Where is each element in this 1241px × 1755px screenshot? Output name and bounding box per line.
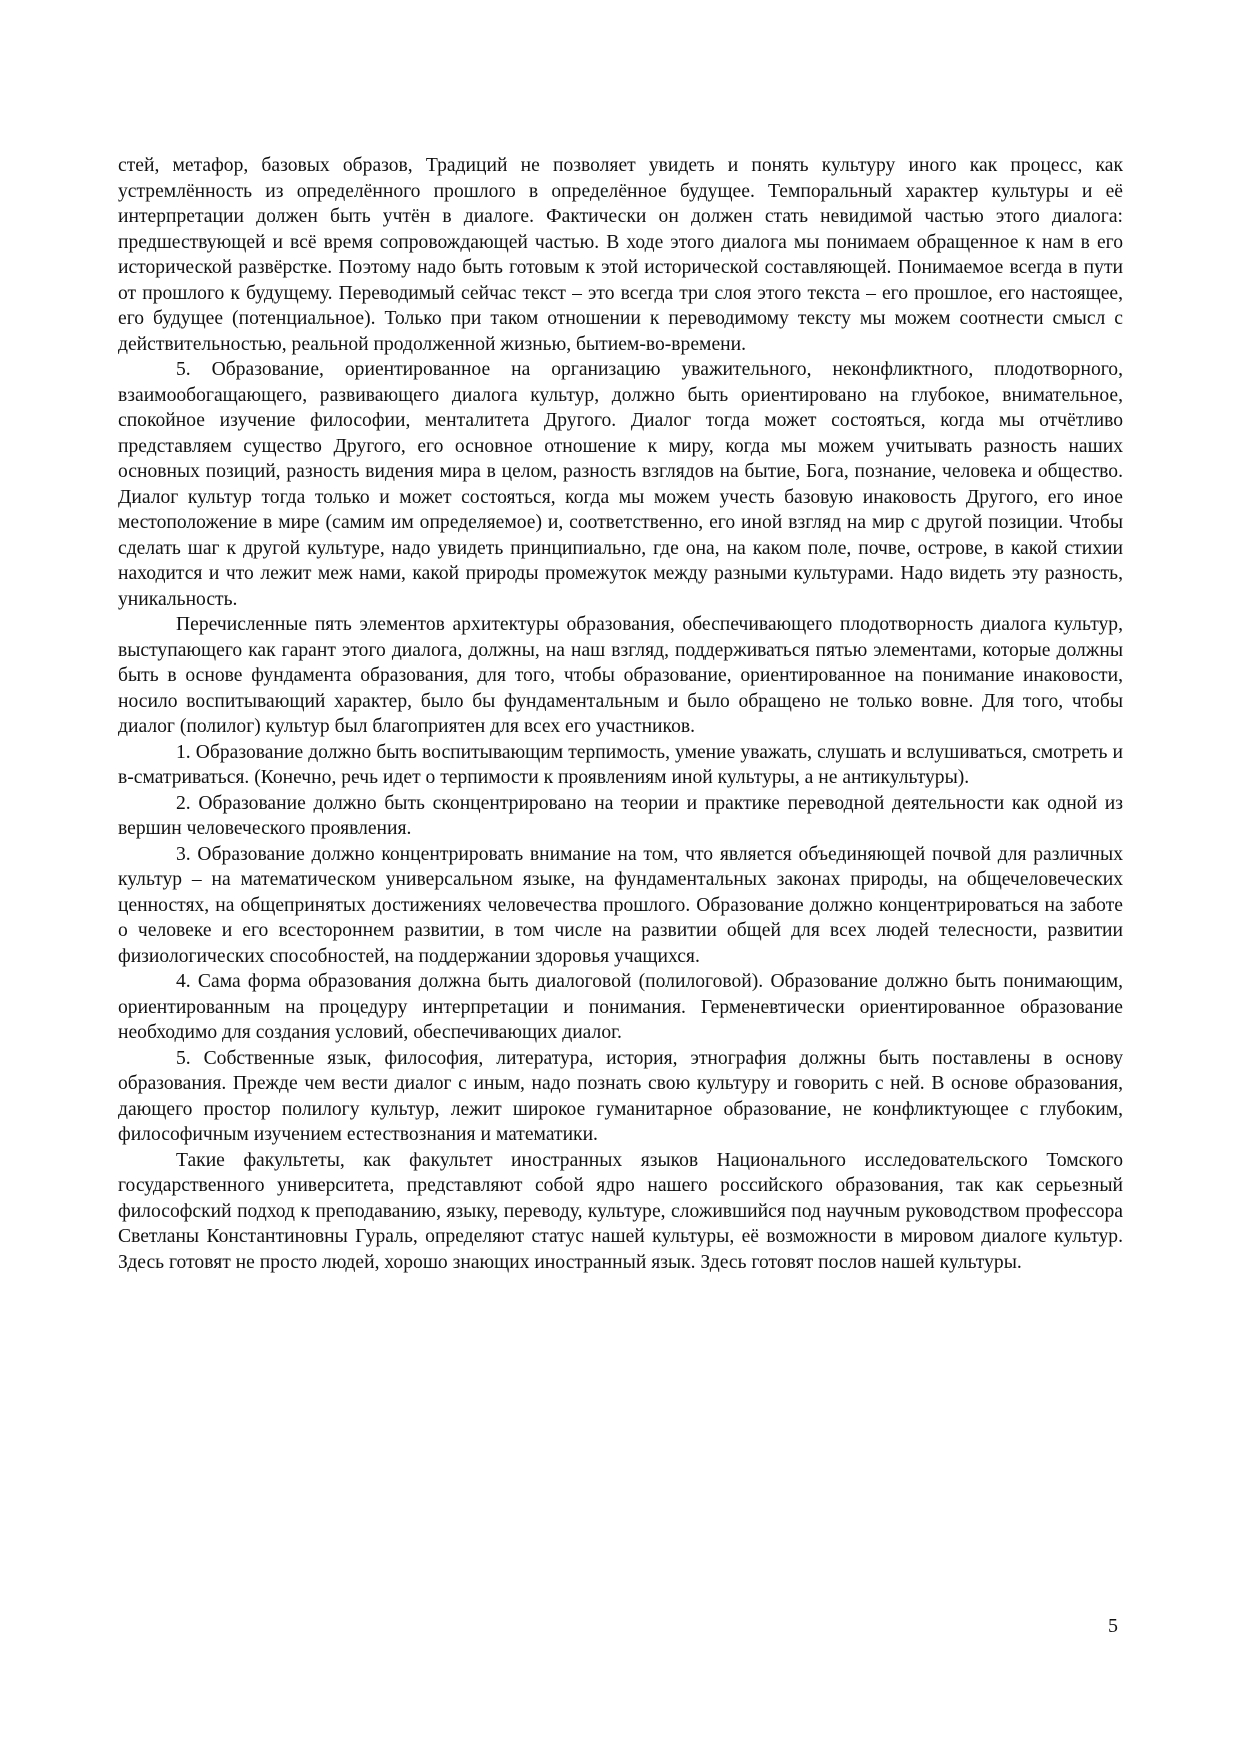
paragraph-9: Такие факультеты, как факультет иностранных языков Национального исследовательского Томского государственного университета, представляют собой ядро нашего российского образования, так как серьезный философский подход к преподаванию, языку, переводу, культуре, сложившийся под научным руководством профессора Светланы Константиновны Гураль, определяют статус нашей культуры, её возможности в мировом диалоге культур. Здесь готовят не просто людей, хорошо знающих иностранный язык. Здесь готовят послов нашей культуры.	[118, 1149, 1123, 1273]
paragraph-4: 1. Образование должно быть воспитывающим терпимость, умение уважать, слушать и вслушиваться, смотреть и в-сматриваться. (Конечно, речь идет о терпимости к проявлениям иной культуры, а не антикультуры).	[118, 741, 1123, 788]
paragraph-8: 5. Собственные язык, философия, литература, история, этнография должны быть поставлены в основу образования. Прежде чем вести диалог с иным, надо познать свою культуру и говорить с ней. В основе образования, дающего простор полилогу культур, лежит широкое гуманитарное образование, не конфликтующее с глубоким, философичным изучением естествознания и математики.	[118, 1047, 1123, 1145]
body-text	[118, 153, 1123, 1275]
paragraph-3: Перечисленные пять элементов архитектуры образования, обеспечивающего плодотворность диалога культур, выступающего как гарант этого диалога, должны, на наш взгляд, поддерживаться пятью элементами, которые должны быть в основе фундамента образования, для того, чтобы образование, ориентированное на понимание инаковости, носило воспитывающий характер, было бы фундаментальным и было обращено не только вовне. Для того, чтобы диалог (полилог) культур был благоприятен для всех его участников.	[118, 614, 1123, 737]
paragraph-6: 3. Образование должно концентрировать внимание на том, что является объединяющей почвой для различных культур – на математическом универсальном языке, на фундаментальных законах природы, на общечеловеческих ценностях, на общепринятых достижениях человечества прошлого. Образование должно концентрироваться на заботе о человеке и его всестороннем развитии, в том числе на развитии общей для всех людей телесности, развитии физиологических способностей, на поддержании здоровья учащихся.	[118, 843, 1123, 967]
page-number: 5	[1108, 1615, 1118, 1637]
paragraph-7: 4. Сама форма образования должна быть диалоговой (полилоговой). Образование должно быть понимающим, ориентированным на процедуру интерпретации и понимания. Герменевтически ориентированное образование необходимо для создания условий, обеспечивающих диалог.	[118, 971, 1123, 1043]
paragraph-5: 2. Образование должно быть сконцентрировано на теории и практике переводной деятельности как одной из вершин человеческого проявления.	[118, 792, 1123, 839]
paragraph-2: 5. Образование, ориентированное на организацию уважительного, неконфликтного, плодотворного, взаимообогащающего, развивающего диалога культур, должно быть ориентировано на глубокое, внимательное, спокойное изучение философии, менталитета Другого. Диалог тогда может состояться, когда мы отчётливо представляем существо Другого, его основное отношение к миру, когда мы можем учитывать разность наших основных позиций, разность видения мира в целом, разность взглядов на бытие, Бога, познание, человека и общество. Диалог культур тогда только и может состояться, когда мы можем учесть базовую инаковость Другого, его иное местоположение в мире (самим им определяемое) и, соответственно, его иной взгляд на мир с другой позиции. Чтобы сделать шаг к другой культуре, надо увидеть принципиально, где она, на каком поле, почве, острове, в какой стихии находится и что лежит меж нами, какой природы промежуток между разными культурами. Надо видеть эту разность, уникальность.	[118, 359, 1123, 610]
paragraph-1: стей, метафор, базовых образов, Традиций не позволяет увидеть и понять культуру иного как процесс, как устремлённость из определённого прошлого в определённое будущее. Темпоральный характер культуры и её интерпретации должен быть учтён в диалоге. Фактически он должен стать невидимой частью этого диалога: предшествующей и всё время сопровождающей частью. В ходе этого диалога мы понимаем обращенное к нам в его исторической развёрстке. Поэтому надо быть готовым к этой исторической составляющей. Понимаемое всегда в пути от прошлого к будущему. Переводимый сейчас текст – это всегда три слоя этого текста – его прошлое, его настоящее, его будущее (потенциальное). Только при таком отношении к переводимому тексту мы можем соотнести смысл с действительностью, реальной продолженной жизнью, бытием-во-времени.	[118, 155, 1123, 355]
